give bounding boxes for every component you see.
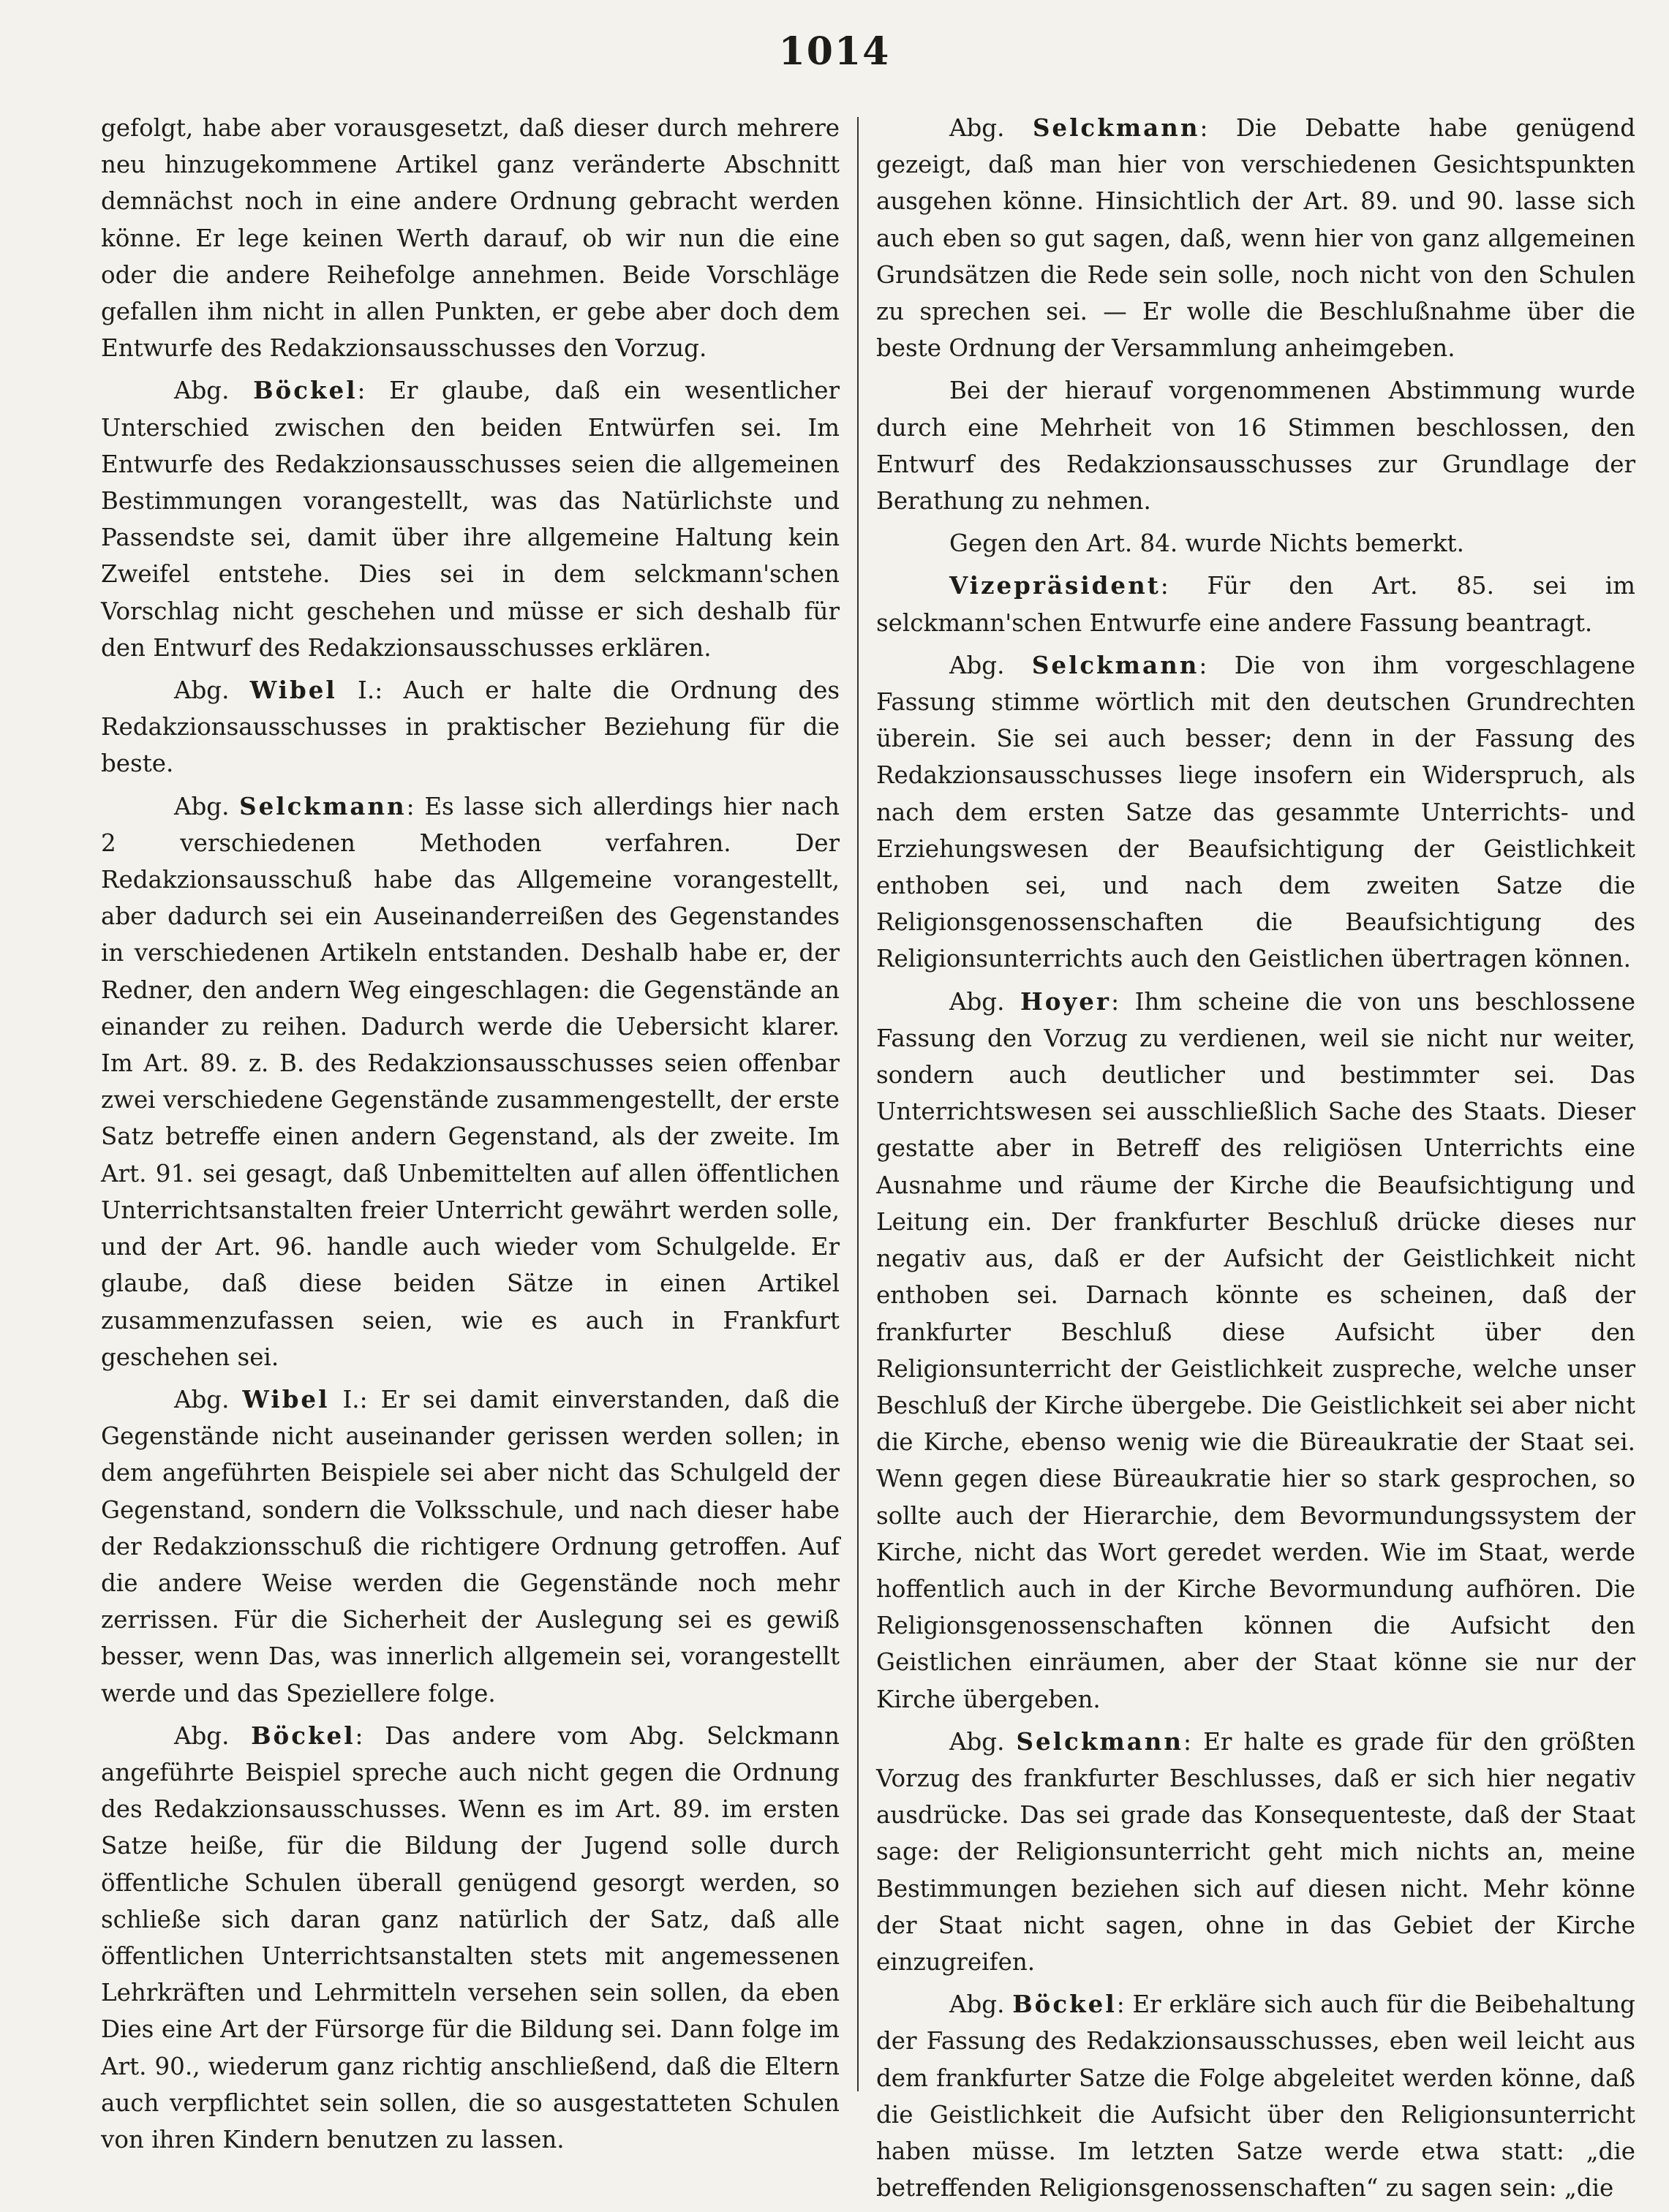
- paragraph-text: : Er erkläre sich auch für die Beibehaltung der Fassung des Redakzionsausschusses, eben weil leicht aus dem frankfurter Satze die Folge abgeleitet werden könne, daß die Geistlichkeit die Aufsicht über den Religionsunterricht haben müsse. Im letzten Satze werde etwa statt: „die betreffenden Religionsgenossenschaften“ zu sagen sein: „die: [876, 1990, 1635, 2202]
- speaker-name: Böckel: [251, 1721, 355, 1750]
- paragraph-text: Gegen den Art. 84. wurde Nichts bemerkt.: [949, 529, 1464, 558]
- speaker-name: Selckmann: [239, 791, 407, 820]
- paragraph-text: : Für den Art. 85. sei im selckmann'schen Entwurfe eine andere Fassung beantragt.: [876, 572, 1635, 637]
- speaker-name: Böckel: [1012, 1990, 1117, 2019]
- paragraph: [876, 110, 1635, 366]
- speaker-name: Hoyer: [1020, 986, 1112, 1016]
- paragraph-text: : Er halte es grade für den größten Vorzug des frankfurter Beschlusses, daß er sich hier negativ ausdrücke. Das sei grade das Konsequenteste, daß der Staat sage: der Religionsunterricht geht mich nichts an, meine Bestimmungen beziehen sich auf diesen nicht. Mehr könne der Staat nicht sagen, ohne in das Gebiet der Kirche einzugreifen.: [876, 1727, 1635, 1976]
- paragraph: [101, 1381, 840, 1712]
- paragraph-text: : Das andere vom Abg. Selckmann angeführte Beispiel spreche auch nicht gegen die Ordnung des Redakzionsausschusses. Wenn es im Art. 89. im ersten Satze heiße, für die Bildung der Jugend solle durch öffentliche Schulen überall genügend gesorgt werden, so schließe sich daran ganz natürlich der Satz, daß alle öffentlichen Unterrichtsanstalten stets mit angemessenen Lehrkräften und Lehrmitteln versehen sein sollen, da eben Dies eine Art der Fürsorge für die Bildung sei. Dann folge im Art. 90., wiederum ganz richtig anschließend, daß die Eltern auch verpflichtet sein sollen, die so ausgestatteten Schulen von ihren Kindern benutzen zu lassen.: [101, 1721, 840, 2154]
- speaker-name: Selckmann: [1032, 113, 1200, 142]
- speaker-name: Selckmann: [1016, 1726, 1184, 1756]
- paragraph: [876, 1724, 1635, 1980]
- paragraph: [101, 372, 840, 666]
- paragraph-text: : Die von ihm vorgeschlagene Fassung stimme wörtlich mit den deutschen Grundrechten überein. Sie sei auch besser; denn in der Fassung des Redakzionsausschusses liege insofern ein Widerspruch, als nach dem ersten Satze das gesammte Unterrichts- und Erziehungswesen der Beaufsichtigung der Geistlichkeit enthoben sei, und nach dem zweiten Satze die Religionsgenossenschaften die Beaufsichtigung des Religionsunterrichts auch den Geistlichen übertragen können.: [876, 651, 1635, 973]
- speaker-name: Wibel: [242, 1384, 330, 1413]
- paragraph-text: Bei der hierauf vorgenommenen Abstimmung wurde durch eine Mehrheit von 16 Stimmen beschlossen, den Entwurf des Redakzionsausschusses zur Grundlage der Berathung zu nehmen.: [876, 377, 1635, 516]
- paragraph-text: I.: Auch er halte die Ordnung des Redakzionsausschusses in praktischer Beziehung für die beste.: [101, 676, 840, 778]
- paragraph: [876, 525, 1635, 562]
- right-column: [876, 110, 1635, 2212]
- speaker-prefix: Abg.: [949, 651, 1032, 679]
- paragraph: [876, 567, 1635, 641]
- paragraph: [101, 110, 840, 366]
- paragraph: [101, 672, 840, 782]
- paragraph: [876, 372, 1635, 519]
- speaker-name: Vizepräsident: [949, 571, 1161, 600]
- column-divider: [857, 117, 859, 2091]
- paragraph: [876, 647, 1635, 978]
- page-number: 1014: [778, 29, 891, 74]
- paragraph-text: : Die Debatte habe genügend gezeigt, daß man hier von verschiedenen Gesichtspunkten ausgehen könne. Hinsichtlich der Art. 89. und 90. lasse sich auch eben so gut sagen, daß, wenn hier von ganz allgemeinen Grundsätzen die Rede sein solle, noch nicht von den Schulen zu sprechen sei. — Er wolle die Beschlußnahme über die beste Ordnung der Versammlung anheimgeben.: [876, 114, 1635, 363]
- paragraph-text: : Ihm scheine die von uns beschlossene Fassung den Vorzug zu verdienen, weil sie nicht nur weiter, sondern auch deutlicher und bestimmter sei. Das Unterrichtswesen sei ausschließlich Sache des Staats. Dieser gestatte aber in Betreff des religiösen Unterrichts eine Ausnahme und räume der Kirche die Beaufsichtigung und Leitung ein. Der frankfurter Beschluß drücke dieses nur negativ aus, daß er der Aufsicht der Geistlichkeit nicht enthoben sei. Darnach könnte es scheinen, daß der frankfurter Beschluß diese Aufsicht über den Religionsunterricht der Geistlichkeit zuspreche, welche unser Beschluß der Kirche übergebe. Die Geistlichkeit sei aber nicht die Kirche, ebenso wenig wie die Büreaukratie der Staat sei. Wenn gegen diese Büreaukratie hier so stark gesprochen, so sollte auch der Hierarchie, dem Bevormundungssystem der Kirche, nicht das Wort geredet werden. Wie im Staat, werde hoffentlich auch in der Kirche Bevormundung aufhören. Die Religionsgenossenschaften können die Aufsicht den Geistlichen einräumen, aber der Staat könne sie nur der Kirche übergeben.: [876, 987, 1635, 1713]
- speaker-prefix: Abg.: [174, 676, 250, 705]
- speaker-prefix: Abg.: [949, 1990, 1013, 2019]
- paragraph-text: : Es lasse sich allerdings hier nach 2 verschiedenen Methoden verfahren. Der Redakzionsausschuß habe das Allgemeine vorangestellt, aber dadurch sei ein Auseinanderreißen des Gegenstandes in verschiedenen Artikeln entstanden. Deshalb habe er, der Redner, den andern Weg eingeschlagen: die Gegenstände an einander zu reihen. Dadurch werde die Uebersicht klarer. Im Art. 89. z. B. des Redakzionsausschusses seien offenbar zwei verschiedene Gegenstände zusammengestellt, der erste Satz betreffe einen andern Gegenstand, als der zweite. Im Art. 91. sei gesagt, daß Unbemittelten auf allen öffentlichen Unterrichtsanstalten freier Unterricht gewährt werden solle, und der Art. 96. handle auch wieder vom Schulgelde. Er glaube, daß diese beiden Sätze in einen Artikel zusammenzufassen seien, wie es auch in Frankfurt geschehen sei.: [101, 792, 840, 1371]
- left-column: [101, 110, 840, 2164]
- speaker-prefix: Abg.: [174, 377, 254, 405]
- paragraph: [876, 984, 1635, 1718]
- paragraph-text: : Er glaube, daß ein wesentlicher Unterschied zwischen den beiden Entwürfen sei. Im Entwurfe des Redakzionsausschusses seien die allgemeinen Bestimmungen vorangestellt, was das Natürlichste und Passendste sei, damit über ihre allgemeine Haltung kein Zweifel entstehe. Dies sei in dem selckmann'schen Vorschlag nicht geschehen und müsse er sich deshalb für den Entwurf des Redakzionsausschusses erklären.: [101, 377, 840, 662]
- paragraph: [876, 1986, 1635, 2206]
- speaker-prefix: Abg.: [174, 1721, 252, 1750]
- paragraph: [101, 1718, 840, 2158]
- speaker-name: Wibel: [249, 676, 337, 705]
- speaker-prefix: Abg.: [174, 1385, 243, 1413]
- speaker-prefix: Abg.: [174, 792, 240, 820]
- paragraph-text: I.: Er sei damit einverstanden, daß die Gegenstände nicht auseinander gerissen werden sollen; in dem angeführten Beispiele sei aber nicht das Schulgeld der Gegenstand, sondern die Volksschule, und nach dieser habe der Redakzionsschuß die richtigere Ordnung getroffen. Auf die andere Weise werden die Gegenstände noch mehr zerrissen. Für die Sicherheit der Auslegung sei es gewiß besser, wenn Das, was innerlich allgemein sei, vorangestellt werde und das Speziellere folge.: [101, 1385, 840, 1707]
- speaker-name: Böckel: [253, 376, 358, 405]
- speaker-prefix: Abg.: [949, 1727, 1017, 1756]
- speaker-name: Selckmann: [1031, 650, 1199, 679]
- speaker-prefix: Abg.: [949, 114, 1033, 142]
- paragraph: [101, 788, 840, 1375]
- speaker-prefix: Abg.: [949, 987, 1020, 1016]
- paragraph-text: gefolgt, habe aber vorausgesetzt, daß dieser durch mehrere neu hinzugekommene Artikel ganz veränderte Abschnitt demnächst noch in eine andere Ordnung gebracht werden könne. Er lege keinen Werth darauf, ob wir nun die eine oder die andere Reihefolge annehmen. Beide Vorschläge gefallen ihm nicht in allen Punkten, er gebe aber doch dem Entwurfe des Redakzionsausschusses den Vorzug.: [101, 114, 840, 363]
